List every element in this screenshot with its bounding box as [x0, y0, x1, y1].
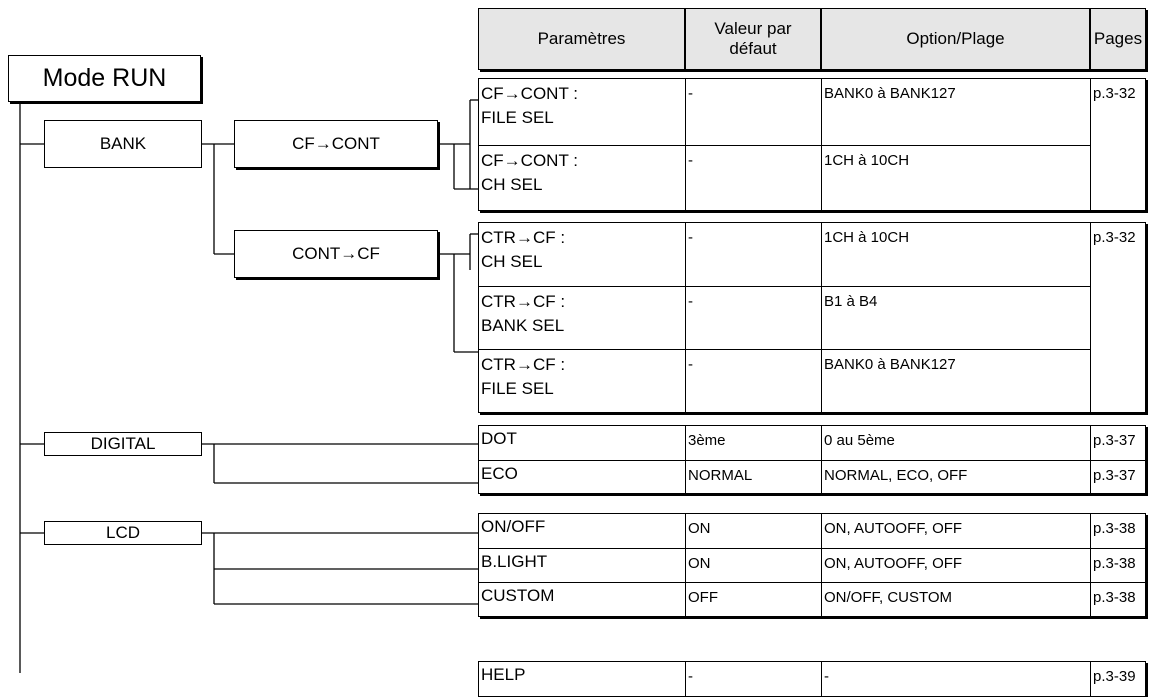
table-cell-page: p.3-38 [1090, 514, 1145, 548]
table-cell-page: p.3-37 [1090, 426, 1145, 460]
table-cell-default: - [685, 145, 821, 210]
header-default: Valeur par défaut [685, 8, 821, 70]
header-param: Paramètres [478, 8, 685, 70]
cont-cf-box [234, 230, 438, 278]
table-cell-param: DOT [481, 429, 517, 448]
table-cell-default: NORMAL [685, 460, 821, 493]
header-option: Option/Plage [821, 8, 1090, 70]
table-cell-param: CF→CONT : FILE SEL [481, 84, 578, 127]
table-cell-option: 0 au 5ème [821, 426, 1090, 460]
cont-cf-label: CONT→CF [292, 244, 380, 263]
table-cell-param: CTR→CF : CH SEL [481, 228, 566, 271]
table-group-help [478, 661, 1146, 697]
mode-run-label: Mode RUN [42, 64, 167, 92]
table-group-lcd [478, 513, 1146, 617]
table-cell-page: p.3-32 [1090, 79, 1145, 210]
lcd-box [44, 521, 202, 545]
bank-box [44, 120, 202, 168]
table-cell-option: - [821, 662, 1090, 696]
table-cell-default: - [685, 286, 821, 349]
table-cell-param: HELP [481, 665, 526, 684]
table-cell-param: ON/OFF [481, 517, 546, 536]
table-cell-page: p.3-32 [1090, 223, 1145, 412]
table-cell-default: 3ème [685, 426, 821, 460]
cf-cont-label: CF→CONT [292, 134, 380, 153]
table-cell-default: ON [685, 514, 821, 548]
table-cell-default: - [685, 79, 821, 145]
table-cell-option: NORMAL, ECO, OFF [821, 460, 1090, 493]
table-cell-param: ECO [479, 460, 685, 493]
table-cell-option: ON/OFF, CUSTOM [821, 582, 1090, 616]
table-cell-default: - [685, 662, 821, 696]
table-group-cf-cont [478, 78, 1146, 211]
table-cell-page: p.3-38 [1090, 548, 1145, 582]
digital-box [44, 432, 202, 456]
table-cell-param: CTR→CF : FILE SEL [479, 349, 685, 412]
bank-label: BANK [99, 134, 147, 153]
table-cell-default: OFF [685, 582, 821, 616]
table-cell-default: - [685, 349, 821, 412]
table-cell-param: CF→CONT : CH SEL [479, 145, 685, 210]
table-cell-option: 1CH à 10CH [821, 223, 1090, 286]
lcd-label: LCD [105, 523, 140, 542]
header-pages: Pages [1090, 8, 1146, 70]
table-cell-page: p.3-38 [1090, 582, 1145, 616]
table-cell-page: p.3-37 [1090, 460, 1145, 493]
table-cell-default: - [685, 223, 821, 286]
table-cell-option: 1CH à 10CH [821, 145, 1090, 210]
table-group-cont-cf [478, 222, 1146, 413]
cf-cont-box [234, 120, 438, 168]
table-cell-page: p.3-39 [1090, 662, 1145, 696]
table-cell-option: ON, AUTOOFF, OFF [821, 514, 1090, 548]
table-cell-param: B.LIGHT [479, 548, 685, 582]
table-cell-option: BANK0 à BANK127 [821, 79, 1090, 145]
table-group-digital [478, 425, 1146, 494]
table-cell-param: CUSTOM [479, 582, 685, 616]
table-cell-option: B1 à B4 [821, 286, 1090, 349]
table-cell-option: ON, AUTOOFF, OFF [821, 548, 1090, 582]
table-cell-option: BANK0 à BANK127 [821, 349, 1090, 412]
table-cell-default: ON [685, 548, 821, 582]
digital-label: DIGITAL [90, 434, 156, 453]
table-cell-param: CTR→CF : BANK SEL [479, 286, 685, 349]
mode-run-box [8, 55, 201, 102]
